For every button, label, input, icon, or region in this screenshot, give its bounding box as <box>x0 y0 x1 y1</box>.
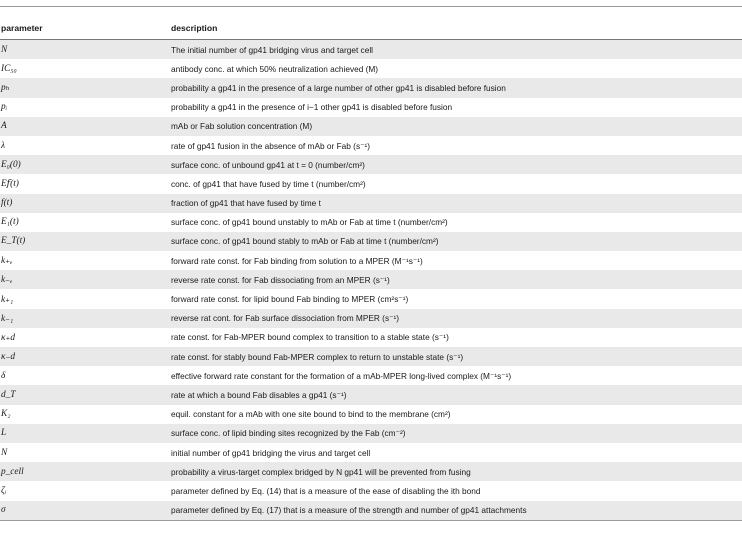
description-cell: surface conc. of gp41 bound stably to mAb or Fab at time t (number/cm²) <box>171 232 742 251</box>
parameter-cell: κ₋d <box>0 347 171 366</box>
description-cell: probability a gp41 in the presence of a large number of other gp41 is disabled before fusion <box>171 78 742 97</box>
parameter-cell: δ <box>1 370 6 381</box>
parameter-cell: k₋ₑ <box>0 270 171 289</box>
description-cell: equil. constant for a mAb with one site bound to bind to the membrane (cm²) <box>171 409 451 420</box>
table-row <box>0 462 742 481</box>
table-row <box>0 405 742 424</box>
table-row <box>0 424 742 443</box>
table-row <box>0 385 742 404</box>
table-row <box>0 309 742 328</box>
table-row <box>0 366 742 385</box>
parameter-cell: N <box>1 447 8 458</box>
parameter-cell: σ <box>0 501 171 521</box>
parameter-cell: κ₊d <box>1 332 16 343</box>
table-row <box>0 347 742 366</box>
table-row <box>0 194 742 213</box>
parameter-cell: ζᵢ <box>1 485 7 496</box>
parameter-cell: L <box>0 424 171 443</box>
table-row <box>0 481 742 500</box>
description-cell: mAb or Fab solution concentration (M) <box>171 117 742 136</box>
description-cell: initial number of gp41 bridging the virus and target cell <box>171 447 371 458</box>
parameter-cell: λ <box>1 140 6 151</box>
description-cell: rate const. for Fab-MPER bound complex to transition to a stable state (s⁻¹) <box>171 332 449 343</box>
header-parameter: parameter <box>0 17 171 40</box>
description-cell: forward rate const. for Fab binding from solution to a MPER (M⁻¹s⁻¹) <box>171 255 423 266</box>
table-row <box>0 117 742 136</box>
description-cell: The initial number of gp41 bridging virus and target cell <box>171 40 742 60</box>
table-row <box>0 98 742 117</box>
parameter-cell: k₊₁ <box>1 294 14 305</box>
parameter-cell: E₀(0) <box>0 155 171 174</box>
parameter-cell: E_T(t) <box>0 232 171 251</box>
top-rule <box>0 6 742 7</box>
description-cell: rate const. for stably bound Fab-MPER complex to return to unstable state (s⁻¹) <box>171 347 742 366</box>
description-cell: parameter defined by Eq. (14) that is a measure of the ease of disabling the ith bond <box>171 485 481 496</box>
parameter-cell: k₋₁ <box>0 309 171 328</box>
table-row <box>0 328 742 347</box>
table-header-row <box>0 17 742 40</box>
description-cell: surface conc. of gp41 bound unstably to mAb or Fab at time t (number/cm²) <box>171 217 448 228</box>
parameter-cell: E₁(t) <box>1 217 19 228</box>
table-row <box>0 213 742 232</box>
table-row <box>0 251 742 270</box>
description-cell: reverse rate const. for Fab dissociating from an MPER (s⁻¹) <box>171 270 742 289</box>
parameter-cell: A <box>0 117 171 136</box>
parameter-cell: p_cell <box>0 462 171 481</box>
table-row <box>0 174 742 193</box>
table-row <box>0 155 742 174</box>
table-row <box>0 232 742 251</box>
description-cell: fraction of gp41 that have fused by time t <box>171 194 742 213</box>
parameter-table <box>0 17 742 521</box>
header-description: description <box>171 17 742 40</box>
table-row <box>0 78 742 97</box>
description-cell: reverse rat cont. for Fab surface dissociation from MPER (s⁻¹) <box>171 309 742 328</box>
table-row <box>0 136 742 155</box>
table-row <box>0 270 742 289</box>
parameter-cell: d_T <box>0 385 171 404</box>
description-cell: rate at which a bound Fab disables a gp41 (s⁻¹) <box>171 385 742 404</box>
table-row <box>0 59 742 78</box>
parameter-cell: N <box>0 40 171 60</box>
table-row <box>0 501 742 521</box>
description-cell: rate of gp41 fusion in the absence of mAb or Fab (s⁻¹) <box>171 140 370 151</box>
description-cell: parameter defined by Eq. (17) that is a measure of the strength and number of gp41 attachments <box>171 501 742 521</box>
description-cell: surface conc. of unbound gp41 at t = 0 (number/cm²) <box>171 155 742 174</box>
description-cell: probability a virus-target complex bridged by N gp41 will be prevented from fusing <box>171 462 742 481</box>
parameter-cell: pₕ <box>0 78 171 97</box>
parameter-cell: E𝑓(t) <box>1 179 19 190</box>
description-cell: effective forward rate constant for the formation of a mAb-MPER long-lived complex (M⁻¹s⁻¹) <box>171 370 512 381</box>
table-row <box>0 443 742 462</box>
parameter-cell: k₊ₑ <box>1 256 13 267</box>
description-cell: surface conc. of lipid binding sites recognized by the Fab (cm⁻²) <box>171 424 742 443</box>
description-cell: forward rate const. for lipid bound Fab binding to MPER (cm²s⁻¹) <box>171 294 409 305</box>
table-body <box>0 40 742 521</box>
description-cell: conc. of gp41 that have fused by time t (number/cm²) <box>171 178 366 189</box>
table-row <box>0 40 742 60</box>
table-row <box>0 289 742 308</box>
parameter-cell: pᵢ <box>1 102 8 113</box>
description-cell: antibody conc. at which 50% neutralization achieved (M) <box>171 63 379 74</box>
description-cell: probability a gp41 in the presence of i−1 other gp41 is disabled before fusion <box>171 102 453 113</box>
parameter-cell: K₂ <box>1 409 11 420</box>
parameter-cell: IC₅₀ <box>1 63 17 74</box>
parameter-cell: f(t) <box>0 194 171 213</box>
